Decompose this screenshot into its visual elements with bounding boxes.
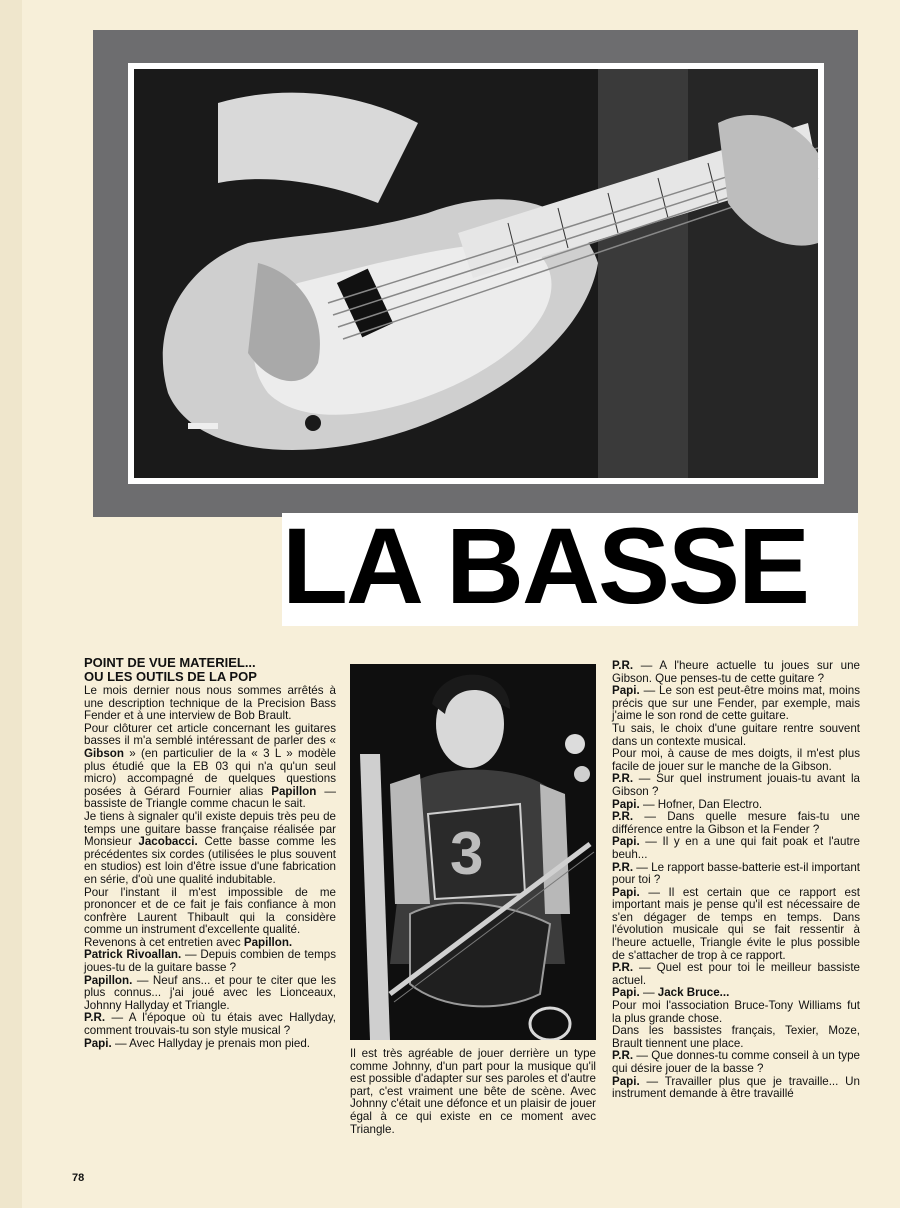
paragraph: Dans les bassistes français, Texier, Moze, Brault tiennent une place. [612,1024,860,1050]
paragraph: Il est très agréable de jouer derrière un type comme Johnny, d'un part pour la musique qu'il est possible d'adapter sur ses paroles et d'autre part, c'est vraiment une bête de scène. Avec Johnny c'était une défonce et un plaisir de jouer égal à ce qui existe en ce moment avec Triangle. [350,1047,596,1136]
question: P.R. — A l'heure actuelle tu joues sur une Gibson. Que penses-tu de cette guitare ? [612,659,860,685]
paragraph: Papillon. — Neuf ans... et pour te citer que les plus connus... j'ai joué avec les Lionceaux, Johnny Hallyday et Triangle. [84,973,336,1012]
page-number: 78 [72,1172,85,1184]
question: P.R. — Que donnes-tu comme conseil à un type qui désire jouer de la basse ? [612,1049,860,1075]
article-column-2 [350,1048,596,1136]
bass-guitar-closeup-icon [128,63,824,484]
paragraph: Revenons à cet entretien avec Papillon. [84,935,293,949]
paragraph: Je tiens à signaler qu'il existe depuis très peu de temps une guitare basse française réalisée par Monsieur Jacobacci. Cette basse comme les précédentes six cordes (utilisées le plus souvent en studios) est loin d'être issue d'une fabrication en série, d'où une qualité indubitable. [84,809,336,886]
question: P.R. — Sur quel instrument jouais-tu avant la Gibson ? [612,772,860,798]
answer: Papi. — Hofner, Dan Electro. [612,797,763,811]
paragraph: Tu sais, le choix d'une guitare rentre souvent dans un contexte musical. [612,721,860,748]
paragraph: Patrick Rivoallan. — Depuis combien de temps joues-tu de la guitare basse ? [84,948,337,975]
question: P.R. — Le rapport basse-batterie est-il important pour toi ? [612,860,860,887]
heading-line-2: OU LES OUTILS DE LA POP [84,669,257,684]
paragraph: Pour moi l'association Bruce-Tony Williams fut la plus grande chose. [612,999,860,1025]
paragraph: Papi. — Avec Hallyday je prenais mon pied. [84,1036,310,1050]
question: P.R. — Dans quelle mesure fais-tu une différence entre la Gibson et la Fender ? [612,810,860,836]
section-heading [84,656,336,684]
paragraph: P.R. — A l'époque où tu étais avec Hallyday, comment trouvais-tu son style musical ? [84,1011,336,1038]
answer: Papi. — Travailler plus que je travaille... Un instrument demande à être travaillé [612,1074,860,1101]
bass-guitar-photo [128,63,824,484]
paragraph: Pour clôturer cet article concernant les guitares basses il m'a semblé intéressant de parler des « Gibson » (en particulier de la « 3 L » modèle plus étudié que la EB 03 qui n'a qu'un seul micro) accompagné de quelques questions posées à Gérard Fournier alias Papillon — bassiste de Triangle comme chacun le sait. [84,721,336,811]
answer: Papi. — Il y en a une qui fait poak et l'autre beuh... [612,835,860,861]
page-title: LA BASSE [282,506,809,626]
article-column-1 [84,656,336,1050]
answer: Papi. — Il est certain que ce rapport est important mais je pense qu'il est nécessaire de s'en dégager de temps en temps. Dans l'évolution musicale qui se fait ressentir à l'heure actuelle, Triangle évite le plus possible de s'attacher de trop à ce rapport. [612,885,860,962]
answer: Papi. — Jack Bruce... [612,986,730,1000]
svg-text:3: 3 [450,820,484,887]
paragraph: Pour moi, à cause de mes doigts, il m'est plus facile de jouer sur le manche de la Gibson. [612,747,860,773]
paragraph: Pour l'instant il m'est impossible de me prononcer et de ce fait je fais confiance à mon confrère Laurent Thibault qui la considère comme un instrument d'excellente qualité. [84,885,336,937]
bassist-portrait-icon [350,664,596,1040]
answer: Papi. — Le son est peut-être moins mat, moins précis que sur une Fender, par exemple, mais j'aime le son rond de cette guitare. [612,684,860,723]
heading-line-1: POINT DE VUE MATERIEL... [84,655,256,670]
question: P.R. — Quel est pour toi le meilleur bassiste actuel. [612,961,860,987]
article-column-3 [612,660,860,1101]
paragraph: Le mois dernier nous nous sommes arrêtés à une description technique de la Precision Bass Fender et à une interview de Bob Brault. [84,684,336,723]
page-edge [0,0,22,1208]
bassist-photo [350,664,596,1040]
